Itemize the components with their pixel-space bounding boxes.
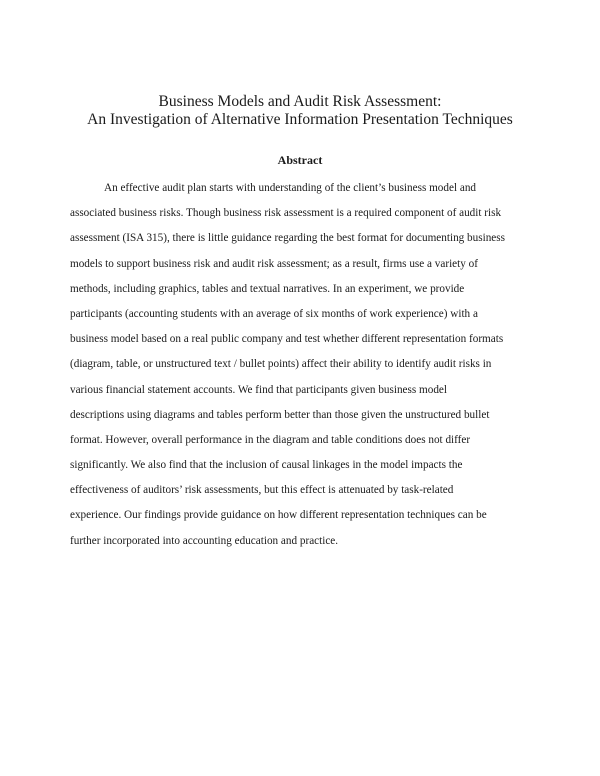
abstract-line: effectiveness of auditors’ risk assessments, but this effect is attenuated by task-related [70,484,454,497]
abstract-heading: Abstract [277,153,323,167]
title-line-2: An Investigation of Alternative Information Presentation Techniques [87,111,513,128]
abstract-line: descriptions using diagrams and tables perform better than those given the unstructured bullet [70,408,490,421]
abstract-line: further incorporated into accounting education and practice. [70,534,339,547]
abstract-line: experience. Our findings provide guidance on how different representation techniques can be [70,509,487,522]
abstract-line: business model based on a real public company and test whether different representation formats [70,333,504,346]
abstract-line: An effective audit plan starts with understanding of the client’s business model and [104,182,477,194]
abstract-line: associated business risks. Though business risk assessment is a required component of audit risk [70,207,502,220]
abstract-line: (diagram, table, or unstructured text / bullet points) affect their ability to identify audit risks in [70,358,492,371]
abstract-line: significantly. We also find that the inclusion of causal linkages in the model impacts the [70,459,463,472]
abstract-line: format. However, overall performance in the diagram and table conditions does not differ [70,433,471,446]
paper-title [40,93,560,129]
abstract-body [70,181,530,559]
abstract-line: participants (accounting students with an average of six months of work experience) with a [70,307,478,320]
abstract-line: assessment (ISA 315), there is little guidance regarding the best format for documenting business [70,232,505,245]
abstract-line: methods, including graphics, tables and textual narratives. In an experiment, we provide [70,282,465,295]
abstract-line: various financial statement accounts. We find that participants given business model [70,383,447,396]
abstract-line: models to support business risk and audit risk assessment; as a result, firms use a variety of [70,257,478,270]
title-line-1: Business Models and Audit Risk Assessment: [158,93,442,110]
